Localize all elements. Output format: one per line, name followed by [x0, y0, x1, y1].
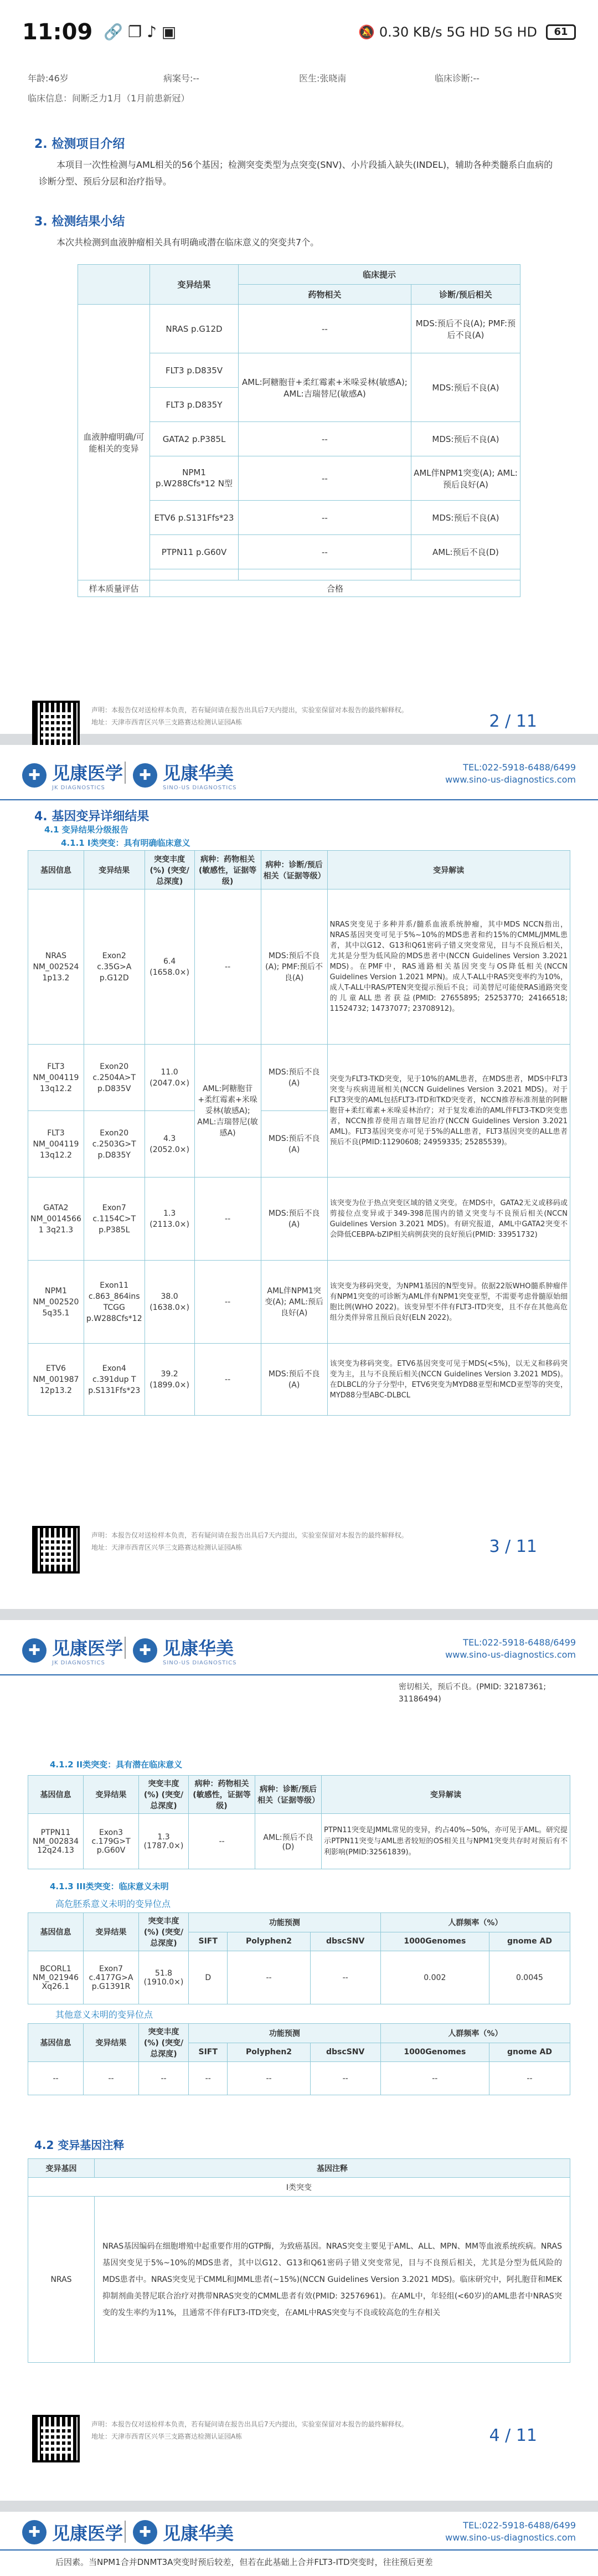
- th-drug: 病种：药物相关 (敏感性，证据等级): [189, 1776, 255, 1814]
- summary-diag: MDS:预后不良(A): [411, 353, 520, 422]
- cell-variant: Exon7 c.1154C>T p.P385L: [84, 1178, 145, 1261]
- section-2-text: 本项目一次性检测与AML相关的56个基因；检测突变类型为点突变(SNV)、小片段插入缺失(INDEL)，辅助各种类髓系白血病的诊断分型、预后分层和治疗指导。: [39, 160, 553, 187]
- summary-variant: NPM1 p.W288Cfs*12 N型: [150, 456, 239, 501]
- logo-mark-icon: ✚: [22, 1638, 47, 1663]
- brand-b: 见康华美: [163, 1638, 234, 1659]
- th-drug: 药物相关: [239, 285, 411, 305]
- cell-freq: 1.3 (1787.0×): [139, 1814, 189, 1869]
- cell-gnomad: 0.0045: [489, 1951, 570, 2004]
- brand-a-sub: JK DIAGNOSTICS: [52, 1660, 105, 1666]
- signal-icons: [358, 24, 576, 40]
- summary-variant: GATA2 p.P385L: [150, 422, 239, 456]
- cell-variant: Exon4 c.391dup T p.S131Ffs*23: [84, 1344, 145, 1416]
- cell-gene: NPM1 NM_002520 5q35.1: [28, 1261, 84, 1344]
- logo-mark-icon: ✚: [133, 1638, 157, 1663]
- disclaimer: 声明：本报告仅对送检样本负责，若有疑问请在报告出具后7天内提出，实验室保留对本报告的最终解释权。: [91, 1531, 408, 1539]
- other-vus-table: [28, 2023, 570, 2095]
- logo-jk: [22, 2520, 123, 2545]
- th-variant: 变异结果: [84, 851, 145, 889]
- logo-mark-icon: ✚: [133, 763, 157, 788]
- th-pop: 人群频率（%）: [380, 2024, 570, 2043]
- summary-variant: PTPN11 p.G60V: [150, 535, 239, 569]
- page-header: [0, 1620, 598, 1675]
- section-3-title: 3. 检测结果小结: [34, 215, 125, 229]
- address: 地址：天津市西青区兴华三支路赛达检测认证园A栋: [91, 2433, 243, 2440]
- info-doctor: 医生:张晓南: [299, 73, 347, 84]
- cell-gnomad: --: [489, 2062, 570, 2095]
- report-page-3: [0, 745, 598, 1609]
- th-func: 功能预测: [189, 2024, 381, 2043]
- footer-note: [91, 2418, 408, 2443]
- summary-table: [78, 264, 520, 597]
- cell-interp: 该突变为移码突变。ETV6基因突变可见于MDS(<5%)，以无义和移码突变为主，且与不良预后相关(NCCN Guidelines Version 3.2021 MDS)。在DLBCL的分子分型中，ETV6突变为MYD88亚型和MCD亚型等的突变，MYD88分型ABC-DLBCL: [327, 1344, 570, 1416]
- summary-spacer: [411, 569, 520, 580]
- cell-diag: AML伴NPM1突变(A); AML:预后良好(A): [261, 1261, 327, 1344]
- th-pop: 人群频率（%）: [380, 1913, 570, 1932]
- th-diag: 病种：诊断/预后相关（证据等级）: [255, 1776, 322, 1814]
- cell-interp: 该突变为位于热点突变区域的错义突变。在MDS中，GATA2无义或移码或剪接位点变异或于349-398范围内的错义突变与不良预后相关(NCCN Guidelines Version 3.2021 MDS)。有研究报道，AML中GATA2突变不会降低CEBPA-bZIP相关病例获突的良好预后(PMID: 33951732): [327, 1178, 570, 1261]
- footer-note: [91, 1529, 408, 1554]
- disclaimer: 声明：本报告仅对送检样本负责，若有疑问请在报告出具后7天内提出，实验室保留对本报告的最终解释权。: [91, 2420, 408, 2428]
- group-label: 血液肿瘤明确/可能相关的变异: [78, 305, 150, 580]
- report-page-2: [0, 64, 598, 734]
- th-variant: 变异结果: [84, 1776, 139, 1814]
- brand-b-sub: SINO-US DIAGNOSTICS: [163, 1660, 237, 1666]
- germline-vus-heading: 高危胚系意义未明的变异位点: [55, 1899, 171, 1909]
- cell-gene: NRAS NM_002524 1p13.2: [28, 889, 84, 1045]
- cell-dbscsnv: --: [310, 2062, 380, 2095]
- cell-variant: Exon2 c.35G>A p.G12D: [84, 889, 145, 1045]
- class1-table: [28, 850, 570, 1416]
- battery-icon: 61: [546, 24, 576, 40]
- summary-drug: AML:阿糖胞苷+柔红霉素+米哚妥林(敏感A); AML:吉瑞替尼(敏感A): [239, 353, 411, 422]
- logo-jk: [22, 1634, 123, 1666]
- summary-diag: MDS:预后不良(A): [411, 422, 520, 456]
- th-1000g: 1000Genomes: [380, 2043, 489, 2062]
- th-interp: 变异解读: [322, 1776, 570, 1814]
- cell-diag: MDS:预后不良(A); PMF:预后不良(A): [261, 889, 327, 1045]
- summary-spacer: [239, 569, 411, 580]
- footer-note: [91, 704, 408, 728]
- logo-divider: [125, 2521, 126, 2543]
- cell-polyphen: --: [228, 1951, 310, 2004]
- th-interp: 变异解读: [327, 851, 570, 889]
- brand-b-sub: SINO-US DIAGNOSTICS: [163, 785, 237, 791]
- logo-mark-icon: ✚: [22, 2520, 47, 2544]
- cell-freq: 4.3 (2052.0×): [145, 1111, 194, 1178]
- cell-1000g: 0.002: [380, 1951, 489, 2004]
- info-age: 年龄:46岁: [28, 73, 69, 84]
- summary-drug: --: [239, 535, 411, 569]
- summary-diag: MDS:预后不良(A): [411, 501, 520, 535]
- th-sift: SIFT: [189, 2043, 228, 2062]
- qc-value: 合格: [150, 580, 520, 597]
- status-bar: [0, 0, 598, 64]
- notification-icons: 🔗 ❐ ♪ ▣: [104, 23, 177, 41]
- page-footer: [0, 2409, 598, 2492]
- annot-class-label: I类突变: [28, 2178, 570, 2197]
- cell-gene: PTPN11 NM_002834 12q24.13: [28, 1814, 84, 1869]
- summary-drug: --: [239, 305, 411, 353]
- class2-table: [28, 1775, 570, 1869]
- logo-mark-icon: ✚: [22, 763, 47, 788]
- brand-b: 见康华美: [163, 763, 234, 784]
- contact-tel: TEL:022-5918-6488/6499: [463, 762, 576, 773]
- cell-gene: GATA2 NM_0014566 1 3q21.3: [28, 1178, 84, 1261]
- brand-a: 见康医学: [52, 763, 123, 784]
- th-gene: 基因信息: [28, 851, 84, 889]
- contact-info: [445, 762, 576, 786]
- th-polyphen: Polyphen2: [228, 2043, 310, 2062]
- contact-web: www.sino-us-diagnostics.com: [445, 2532, 576, 2543]
- report-page-4: [0, 1620, 598, 2501]
- th-diag: 病种：诊断/预后相关（证据等级）: [261, 851, 327, 889]
- brand-a: 见康医学: [52, 1638, 123, 1659]
- disclaimer: 声明：本报告仅对送检样本负责，若有疑问请在报告出具后7天内提出，实验室保留对本报告的最终解释权。: [91, 706, 408, 714]
- cell-interp: 该突变为移码突变，为NPM1基因的N型变异。依据22版WHO髓系肿瘤伴有NPM1突变的可诊断为AML伴有NPM1突变亚型，不需要考虑骨髓原始细胞比例(WHO 2022)。该变异型不伴有FLT3-ITD突变，且不存在其他高危组分类伴异常且预后良好(ELN 2022)。: [327, 1261, 570, 1344]
- th-gene: 基因信息: [28, 1776, 84, 1814]
- summary-variant: ETV6 p.S131Ffs*23: [150, 501, 239, 535]
- cell-drug: AML:阿糖胞苷+柔红霉素+米哚妥林(敏感A); AML:吉瑞替尼(敏感A): [194, 1045, 261, 1178]
- cell-gene: FLT3 NM_004119 13q12.2: [28, 1045, 84, 1111]
- summary-diag: AML伴NPM1突变(A); AML:预后良好(A): [411, 456, 520, 501]
- clinical-info-text: 临床信息：间断乏力1月（1月前患新冠）: [28, 93, 190, 104]
- cell-drug: --: [194, 889, 261, 1045]
- section-2-title: 2. 检测项目介绍: [34, 137, 125, 151]
- brand-a-sub: JK DIAGNOSTICS: [52, 785, 105, 791]
- cell-freq: 51.8 (1910.0×): [139, 1951, 189, 2004]
- cell-variant: Exon7 c.4177G>A p.G1391R: [84, 1951, 139, 2004]
- brand-b: 见康华美: [163, 2523, 234, 2544]
- contact-web: www.sino-us-diagnostics.com: [445, 1649, 576, 1660]
- th-gnomad: gnome AD: [489, 2043, 570, 2062]
- network-icons: 🔕 0.30 KB/s 5G HD 5G HD: [358, 24, 537, 40]
- cell-diag: MDS:预后不良(A): [261, 1344, 327, 1416]
- cell-polyphen: --: [228, 2062, 310, 2095]
- cell-gene: --: [28, 2062, 84, 2095]
- cell-interp: PTPN11突变是JMML常见的变异，约占40%~50%，亦可见于AML。研究提示PTPN11突变与AML患者较短的OS相关且与NPM1突变共存时对预后有不利影响(PMID:32561839)。: [322, 1814, 570, 1869]
- page-number: 2 / 11: [489, 712, 537, 731]
- th-freq: 突变丰度(%) (突变/总深度): [145, 851, 194, 889]
- cell-freq: 6.4 (1658.0×): [145, 889, 194, 1045]
- th-variant: 变异结果: [84, 2024, 139, 2062]
- qr-code: [32, 1526, 80, 1574]
- cell-variant: Exon11 c.863_864ins TCGG p.W288Cfs*12: [84, 1261, 145, 1344]
- other-vus-heading: 其他意义未明的变异位点: [55, 2009, 153, 2020]
- contact-tel: TEL:022-5918-6488/6499: [463, 2520, 576, 2531]
- th-result: 变异结果: [150, 265, 239, 305]
- summary-diag: MDS:预后不良(A); PMF:预后不良(A): [411, 305, 520, 353]
- cell-variant: --: [84, 2062, 139, 2095]
- annot-gene: NRAS: [28, 2197, 95, 2363]
- section-412-title: 4.1.2 II类突变：具有潜在临床意义: [50, 1760, 183, 1770]
- cell-diag: MDS:预后不良(A): [261, 1178, 327, 1261]
- cell-diag: AML:预后不良(D): [255, 1814, 322, 1869]
- th-freq: 突变丰度(%) (突变/总深度): [139, 1913, 189, 1951]
- report-page-5: [0, 2512, 598, 2576]
- cell-variant: Exon20 c.2503G>T p.D835Y: [84, 1111, 145, 1178]
- cell-gene: BCORL1 NM_021946 Xq26.1: [28, 1951, 84, 2004]
- th-gene: 基因信息: [28, 1913, 84, 1951]
- th-gene: 基因信息: [28, 2024, 84, 2062]
- cell-variant: Exon20 c.2504A>T p.D835V: [84, 1045, 145, 1111]
- page-header: [0, 2512, 598, 2551]
- th-annot-gene: 变异基因: [28, 2159, 95, 2178]
- contact-web: www.sino-us-diagnostics.com: [445, 774, 576, 785]
- section-3-text: 本次共检测到血液肿瘤相关具有明确或潜在临床意义的突变共7个。: [56, 237, 319, 248]
- cell-gene: ETV6 NM_001987 12p13.2: [28, 1344, 84, 1416]
- th-dbscsnv: dbscSNV: [310, 1932, 380, 1951]
- th-freq: 突变丰度(%) (突变/总深度): [139, 1776, 189, 1814]
- page-footer: [0, 1520, 598, 1603]
- th-1000g: 1000Genomes: [380, 1932, 489, 1951]
- annotation-table: [28, 2158, 570, 2363]
- th-drug: 病种：药物相关 (敏感性，证据等级): [194, 851, 261, 889]
- section-411-title: 4.1.1 I类突变：具有明确临床意义: [61, 838, 190, 848]
- section-42-title: 4.2 变异基因注释: [34, 2138, 125, 2152]
- qc-label: 样本质量评估: [78, 580, 150, 597]
- summary-drug: --: [239, 456, 411, 501]
- th-gnomad: gnome AD: [489, 1932, 570, 1951]
- summary-variant: NRAS p.G12D: [150, 305, 239, 353]
- patient-info-row: [28, 71, 570, 84]
- summary-diag: AML:预后不良(D): [411, 535, 520, 569]
- cell-freq: --: [139, 2062, 189, 2095]
- contact-info: [445, 2520, 576, 2544]
- logo-divider: [125, 762, 126, 784]
- th-func: 功能预测: [189, 1913, 381, 1932]
- cell-drug: --: [194, 1261, 261, 1344]
- page-number: 3 / 11: [489, 1537, 537, 1556]
- logo-hm: [133, 2520, 234, 2545]
- contact-info: [445, 1637, 576, 1661]
- cell-diag: MDS:预后不良(A): [261, 1111, 327, 1178]
- info-diagnosis: 临床诊断:--: [435, 73, 480, 84]
- brand-a: 见康医学: [52, 2523, 123, 2544]
- qr-code: [32, 2415, 80, 2462]
- cell-variant: Exon3 c.179G>T p.G60V: [84, 1814, 139, 1869]
- cell-freq: 11.0 (2047.0×): [145, 1045, 194, 1111]
- th-annot-text: 基因注释: [95, 2159, 570, 2178]
- address: 地址：天津市西青区兴华三支路赛达检测认证园A栋: [91, 1544, 243, 1551]
- cell-interp: 突变为FLT3-TKD突变，见于10%的AML患者，在MDS患者，MDS中FLT3突变与疾病进展相关(NCCN Guidelines Version 3.2021 MDS)。对于FLT3突变的AML包括FLT3-ITD和TKD突变者，NCCN推荐标准剂量的阿糖胞苷+柔红霉素+米哚妥林治疗；对于复发难治的AML伴FLT3-TKD突变患者，NCCN推荐使用吉瑞替尼治疗(NCCN Guidelines Version 3.2021 AML)。FLT3基因突变亦可见于5%的ALL患者，FLT3基因突变的ALL患者预后不良(PMID:11290608; 24959335; 25285539)。: [327, 1045, 570, 1178]
- cell-sift: --: [189, 2062, 228, 2095]
- page-header: [0, 745, 598, 800]
- logo-jk: [22, 759, 123, 791]
- th-dbscsnv: dbscSNV: [310, 2043, 380, 2062]
- address: 地址：天津市西青区兴华三支路赛达检测认证园A栋: [91, 718, 243, 726]
- summary-spacer: [150, 569, 239, 580]
- cell-gene: FLT3 NM_004119 13q12.2: [28, 1111, 84, 1178]
- th-sift: SIFT: [189, 1932, 228, 1951]
- cell-1000g: --: [380, 2062, 489, 2095]
- germline-table: [28, 1912, 570, 2004]
- th-empty: [78, 265, 150, 305]
- continued-interp: 密切相关，预后不良。(PMID: 32187361; 31186494): [399, 1683, 547, 1704]
- qr-code: [32, 701, 80, 748]
- section-413-title: 4.1.3 III类突变：临床意义未明: [50, 1881, 169, 1891]
- th-hint: 临床提示: [239, 265, 520, 285]
- logo-hm: [133, 759, 237, 791]
- summary-drug: --: [239, 422, 411, 456]
- summary-drug: --: [239, 501, 411, 535]
- clinical-info: [28, 91, 570, 104]
- section-4-title: 4. 基因变异详细结果: [34, 810, 150, 824]
- cell-sift: D: [189, 1951, 228, 2004]
- section-41-title: 4.1 变异结果分级报告: [44, 825, 128, 835]
- continued-annotation: 后因素。当NPM1合并DNMT3A突变时预后较差，但若在此基础上合并FLT3-ITD突变时，往往预后更差: [55, 2557, 433, 2567]
- status-time: 11:09: [22, 19, 93, 45]
- summary-variant: FLT3 p.D835Y: [150, 388, 239, 422]
- th-diag: 诊断/预后相关: [411, 285, 520, 305]
- th-polyphen: Polyphen2: [228, 1932, 310, 1951]
- cell-freq: 1.3 (2113.0×): [145, 1178, 194, 1261]
- annot-text: NRAS基因编码在细胞增殖中起重要作用的GTP酶，为致癌基因。NRAS突变主要见于AML、ALL、MPN、MM等血液系统疾病。NRAS基因突变见于5%~10%的MDS患者，其中以G12、G13和Q61密码子错义突变常见，目与不良预后相关，尤其是分型为低风险的MDS患者中。NRAS突变见于CMML和JMML患者(~15%)(NCCN Guidelines Version 3.2021 MDS)。临床研究中，阿扎胞苷和MEK抑制剂曲美替尼联合治疗对携带NRAS突变的CMML患者有效(PMID: 32576961)。在AML中，年轻组(<60岁)的AML患者中NRAS突变的发生率约为11%，且通常不伴有FLT3-ITD突变，在AML中RAS突变与不良或较高危的生存相关: [95, 2197, 570, 2363]
- th-variant: 变异结果: [84, 1913, 139, 1951]
- logo-divider: [125, 1637, 126, 1659]
- logo-mark-icon: ✚: [133, 2520, 157, 2544]
- contact-tel: TEL:022-5918-6488/6499: [463, 1637, 576, 1648]
- page-number: 4 / 11: [489, 2426, 537, 2445]
- cell-freq: 39.2 (1899.0×): [145, 1344, 194, 1416]
- cell-freq: 38.0 (1638.0×): [145, 1261, 194, 1344]
- cell-interp: NRAS突变见于多种并系/髓系血液系统肿瘤，其中MDS NCCN指出，NRAS基因突变可见于5%~10%的MDS患者和约15%的CMML/JMML患者，其中以G12、G13和Q61密码子错义突变常见，目与不良预后相关，尤其是分型为低风险的MDS患者中(NCCN Guidelines Version 3.2021 MDS)。在PMF中，RAS通路相关基因突变与OS降低相关(NCCN Guidelines Version 1.2021 MPN)。成人T-ALL中RAS突变率约为10%，成人T-ALL中RAS/PTEN突变提示预后不良；司美替尼可能使RAS通路突变的儿童ALL患者获益(PMID: 27655895; 25253770; 24166518; 11524732; 14737077; 23708912)。: [327, 889, 570, 1045]
- cell-dbscsnv: --: [310, 1951, 380, 2004]
- cell-drug: --: [194, 1344, 261, 1416]
- cell-drug: --: [189, 1814, 255, 1869]
- summary-variant: FLT3 p.D835V: [150, 353, 239, 388]
- th-freq: 突变丰度(%) (突变/总深度): [139, 2024, 189, 2062]
- cell-diag: MDS:预后不良(A): [261, 1045, 327, 1111]
- cell-drug: --: [194, 1178, 261, 1261]
- logo-hm: [133, 1634, 237, 1666]
- info-case-no: 病案号:--: [163, 73, 199, 84]
